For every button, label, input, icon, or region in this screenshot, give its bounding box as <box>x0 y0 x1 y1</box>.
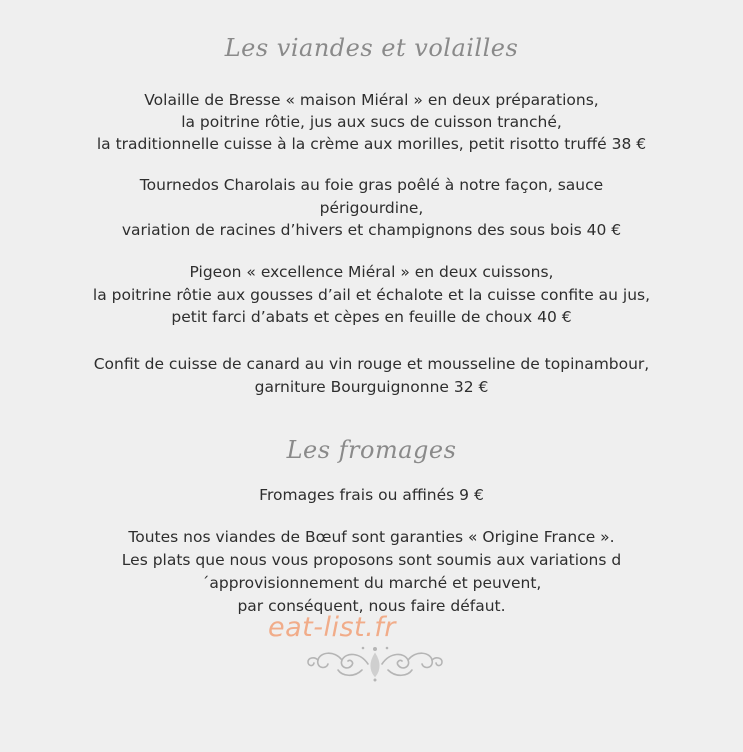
menu-item-line: garniture Bourguignonne 32 € <box>254 378 489 396</box>
menu-item-line: Tournedos Charolais au foie gras poêlé à notre façon, sauce <box>139 176 604 194</box>
menu-item-line: périgourdine, <box>319 199 424 217</box>
note-line: ´approvisionnement du marché et peuvent, <box>201 574 542 592</box>
menu-item-line: la traditionnelle cuisse à la crème aux morilles, petit risotto truffé 38 € <box>96 135 647 153</box>
menu-item-line: Confit de cuisse de canard au vin rouge et mousseline de topinambour, <box>93 355 650 373</box>
note-line: par conséquent, nous faire défaut. <box>237 597 506 615</box>
menu-item-line: Pigeon « excellence Miéral » en deux cuissons, <box>189 263 554 281</box>
menu-item-line: variation de racines d’hivers et champignons des sous bois 40 € <box>121 221 622 239</box>
watermark: eat-list.fr <box>268 612 396 643</box>
menu-item-line: la poitrine rôtie aux gousses d’ail et échalote et la cuisse confite au jus, <box>92 286 651 304</box>
menu-item-line: la poitrine rôtie, jus aux sucs de cuisson tranché, <box>181 113 562 131</box>
section-title-meats: Les viandes et volailles <box>224 34 519 62</box>
menu-item-line: Fromages frais ou affinés 9 € <box>259 486 484 504</box>
menu-item-line: Volaille de Bresse « maison Miéral » en deux préparations, <box>144 91 599 109</box>
section-title-cheeses: Les fromages <box>286 436 457 464</box>
note-line: Toutes nos viandes de Bœuf sont garanties « Origine France ». <box>128 528 615 546</box>
ornament-flourish-icon <box>302 640 448 682</box>
menu-item-line: petit farci d’abats et cèpes en feuille de choux 40 € <box>171 308 572 326</box>
note-line: Les plats que nous vous proposons sont soumis aux variations d <box>121 551 622 569</box>
